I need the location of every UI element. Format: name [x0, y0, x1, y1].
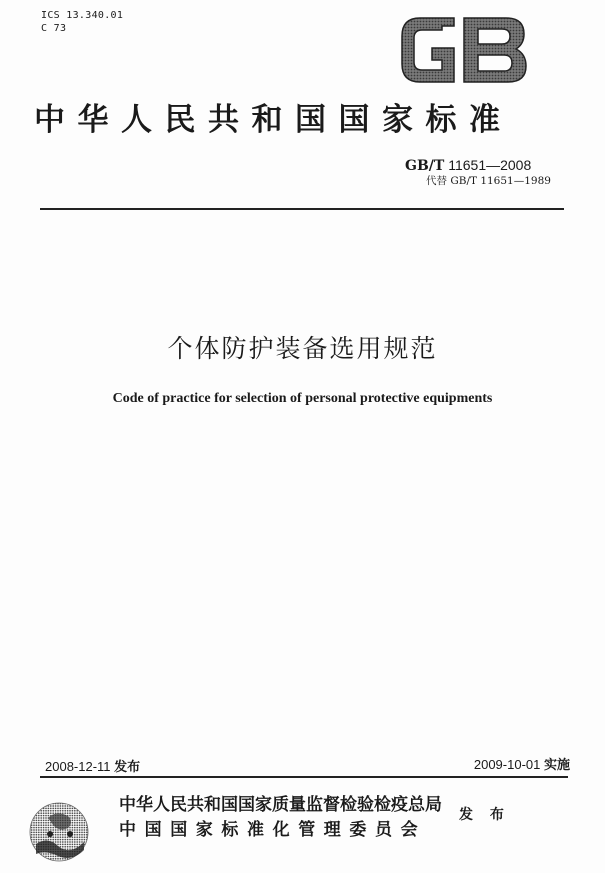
footer-divider	[40, 776, 568, 778]
implement-date: 2009-10-01	[473, 757, 541, 772]
header-divider	[40, 208, 564, 210]
publish-label: 发 布	[459, 807, 510, 823]
standard-prefix: GB/T	[405, 158, 445, 174]
issuer-aqsiq: 中华人民共和国国家质量监督检验检疫总局	[119, 795, 442, 815]
standard-number	[405, 157, 531, 175]
issuing-authorities	[119, 793, 442, 843]
standard-number-value: 11651—2008	[448, 157, 532, 173]
ccs-code: C 73	[41, 23, 67, 34]
org-title: 中华人民共和国国家标准	[34, 102, 513, 138]
issuer-sac: 中国国家标准化管理委员会	[119, 820, 427, 840]
implement-label: 实施	[543, 758, 570, 773]
issue-date: 2008-12-11	[45, 759, 111, 774]
replaces-label: 代替	[426, 175, 447, 187]
issue-date-line	[45, 759, 140, 776]
replaces-line	[426, 175, 551, 188]
logo-text: GB	[398, 14, 400, 15]
implement-date-line	[474, 757, 570, 774]
replaces-value: GB/T 11651—1989	[450, 175, 551, 187]
ics-code: ICS 13.340.01	[41, 10, 124, 21]
title-chinese: 个体防护装备选用规范	[167, 334, 438, 363]
official-seal-icon	[28, 800, 90, 864]
title-english: Code of practice for selection of personal protective equipments	[112, 391, 493, 406]
issue-label: 发布	[114, 760, 141, 775]
gb-logo-icon	[398, 14, 530, 86]
classification-codes	[41, 9, 123, 35]
